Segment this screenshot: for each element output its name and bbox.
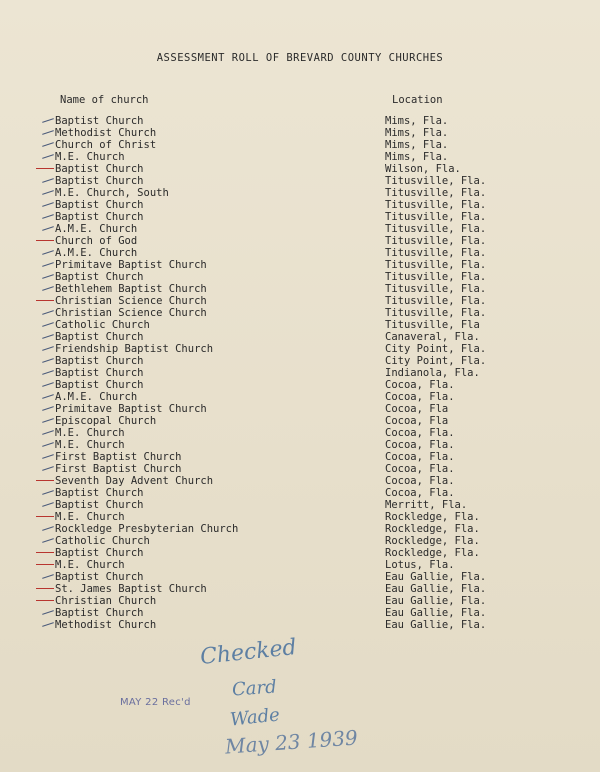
table-row — [0, 127, 600, 139]
check-mark-icon — [38, 187, 56, 199]
table-row — [0, 619, 600, 631]
table-row — [0, 535, 600, 547]
check-mark-icon — [38, 499, 56, 511]
church-name: M.E. Church — [55, 559, 125, 571]
check-mark-icon — [38, 427, 56, 439]
church-location: Eau Gallie, Fla. — [385, 595, 487, 607]
church-location: Titusville, Fla. — [385, 283, 487, 295]
church-name: M.E. Church — [55, 439, 125, 451]
table-row — [0, 199, 600, 211]
church-name: Baptist Church — [55, 571, 144, 583]
church-location: Titusville, Fla. — [385, 199, 487, 211]
red-tick-mark — [38, 547, 56, 559]
table-row — [0, 343, 600, 355]
table-row — [0, 163, 600, 175]
red-tick-mark — [38, 595, 56, 607]
red-tick-mark — [38, 163, 56, 175]
check-mark-icon — [38, 175, 56, 187]
check-mark-icon — [38, 535, 56, 547]
church-location: Canaveral, Fla. — [385, 331, 480, 343]
church-location: City Point, Fla. — [385, 355, 487, 367]
church-name: Catholic Church — [55, 535, 150, 547]
church-name: Friendship Baptist Church — [55, 343, 214, 355]
table-row — [0, 355, 600, 367]
table-row — [0, 187, 600, 199]
check-mark-icon — [38, 523, 56, 535]
church-name: First Baptist Church — [55, 451, 182, 463]
church-location: Cocoa, Fla. — [385, 427, 455, 439]
church-name: Baptist Church — [55, 367, 144, 379]
church-location: Cocoa, Fla. — [385, 379, 455, 391]
church-location: Mims, Fla. — [385, 151, 449, 163]
church-name: Rockledge Presbyterian Church — [55, 523, 239, 535]
check-mark-icon — [38, 343, 56, 355]
table-row — [0, 427, 600, 439]
church-location: Cocoa, Fla — [385, 415, 449, 427]
check-mark-icon — [38, 115, 56, 127]
table-row — [0, 463, 600, 475]
church-name: Christian Church — [55, 595, 157, 607]
church-name: Bethlehem Baptist Church — [55, 283, 207, 295]
church-location: Wilson, Fla. — [385, 163, 461, 175]
check-mark-icon — [38, 367, 56, 379]
church-location: Titusville, Fla. — [385, 271, 487, 283]
table-row — [0, 367, 600, 379]
church-location: Titusville, Fla. — [385, 175, 487, 187]
church-location: Eau Gallie, Fla. — [385, 571, 487, 583]
check-mark-icon — [38, 607, 56, 619]
check-mark-icon — [38, 127, 56, 139]
check-mark-icon — [38, 403, 56, 415]
church-name: Baptist Church — [55, 379, 144, 391]
table-row — [0, 451, 600, 463]
church-location: Lotus, Fla. — [385, 559, 455, 571]
received-stamp: MAY 22 Rec'd — [120, 697, 191, 708]
church-location: Cocoa, Fla — [385, 403, 449, 415]
check-mark-icon — [38, 619, 56, 631]
church-list — [0, 115, 600, 631]
red-tick-mark — [38, 475, 56, 487]
church-name: Baptist Church — [55, 271, 144, 283]
church-name: Baptist Church — [55, 499, 144, 511]
church-location: Titusville, Fla. — [385, 307, 487, 319]
check-mark-icon — [38, 571, 56, 583]
church-name: A.M.E. Church — [55, 391, 138, 403]
church-name: Catholic Church — [55, 319, 150, 331]
church-name: Baptist Church — [55, 331, 144, 343]
church-location: Cocoa, Fla. — [385, 451, 455, 463]
church-location: Indianola, Fla. — [385, 367, 480, 379]
church-location: Titusville, Fla. — [385, 187, 487, 199]
table-row — [0, 235, 600, 247]
church-name: M.E. Church, South — [55, 187, 169, 199]
church-name: Christian Science Church — [55, 307, 207, 319]
church-location: Cocoa, Fla. — [385, 463, 455, 475]
check-mark-icon — [38, 307, 56, 319]
church-name: Primitave Baptist Church — [55, 259, 207, 271]
table-row — [0, 595, 600, 607]
church-name: Baptist Church — [55, 163, 144, 175]
red-tick-mark — [38, 583, 56, 595]
column-header-location: Location — [392, 94, 443, 106]
check-mark-icon — [38, 319, 56, 331]
church-location: Titusville, Fla. — [385, 247, 487, 259]
check-mark-icon — [38, 199, 56, 211]
church-location: Cocoa, Fla. — [385, 475, 455, 487]
table-row — [0, 331, 600, 343]
church-name: Baptist Church — [55, 355, 144, 367]
table-row — [0, 283, 600, 295]
church-location: Eau Gallie, Fla. — [385, 583, 487, 595]
table-row — [0, 271, 600, 283]
church-location: Titusville, Fla. — [385, 259, 487, 271]
column-header-name: Name of church — [60, 94, 149, 106]
table-row — [0, 319, 600, 331]
church-name: Episcopal Church — [55, 415, 157, 427]
check-mark-icon — [38, 139, 56, 151]
church-name: A.M.E. Church — [55, 247, 138, 259]
table-row — [0, 307, 600, 319]
handwritten-note: Wade — [229, 704, 281, 731]
check-mark-icon — [38, 211, 56, 223]
church-name: First Baptist Church — [55, 463, 182, 475]
check-mark-icon — [38, 415, 56, 427]
church-location: Titusville, Fla. — [385, 211, 487, 223]
church-location: Cocoa, Fla. — [385, 391, 455, 403]
check-mark-icon — [38, 451, 56, 463]
church-location: Titusville, Fla — [385, 319, 480, 331]
table-row — [0, 511, 600, 523]
church-location: Mims, Fla. — [385, 127, 449, 139]
document-title: ASSESSMENT ROLL OF BREVARD COUNTY CHURCHES — [156, 52, 444, 64]
table-row — [0, 139, 600, 151]
church-location: Eau Gallie, Fla. — [385, 619, 487, 631]
red-tick-mark — [38, 295, 56, 307]
check-mark-icon — [38, 271, 56, 283]
table-row — [0, 499, 600, 511]
church-location: City Point, Fla. — [385, 343, 487, 355]
church-location: Mims, Fla. — [385, 139, 449, 151]
church-name: M.E. Church — [55, 511, 125, 523]
table-row — [0, 583, 600, 595]
check-mark-icon — [38, 379, 56, 391]
table-row — [0, 295, 600, 307]
church-name: Baptist Church — [55, 175, 144, 187]
church-name: Baptist Church — [55, 211, 144, 223]
church-name: Methodist Church — [55, 619, 157, 631]
check-mark-icon — [38, 151, 56, 163]
table-row — [0, 115, 600, 127]
check-mark-icon — [38, 259, 56, 271]
church-location: Cocoa, Fla. — [385, 487, 455, 499]
church-location: Rockledge, Fla. — [385, 523, 480, 535]
church-name: M.E. Church — [55, 151, 125, 163]
check-mark-icon — [38, 463, 56, 475]
table-row — [0, 391, 600, 403]
check-mark-icon — [38, 391, 56, 403]
table-row — [0, 175, 600, 187]
check-mark-icon — [38, 355, 56, 367]
church-location: Rockledge, Fla. — [385, 535, 480, 547]
table-row — [0, 439, 600, 451]
table-row — [0, 487, 600, 499]
church-name: Primitave Baptist Church — [55, 403, 207, 415]
check-mark-icon — [38, 439, 56, 451]
church-name: A.M.E. Church — [55, 223, 138, 235]
church-location: Merritt, Fla. — [385, 499, 468, 511]
table-row — [0, 247, 600, 259]
church-location: Titusville, Fla. — [385, 235, 487, 247]
church-location: Titusville, Fla. — [385, 295, 487, 307]
table-row — [0, 547, 600, 559]
church-location: Titusville, Fla. — [385, 223, 487, 235]
table-row — [0, 523, 600, 535]
table-row — [0, 607, 600, 619]
check-mark-icon — [38, 283, 56, 295]
table-row — [0, 151, 600, 163]
church-name: M.E. Church — [55, 427, 125, 439]
church-name: Methodist Church — [55, 127, 157, 139]
table-row — [0, 475, 600, 487]
red-tick-mark — [38, 235, 56, 247]
red-tick-mark — [38, 511, 56, 523]
church-location: Rockledge, Fla. — [385, 547, 480, 559]
check-mark-icon — [38, 487, 56, 499]
check-mark-icon — [38, 223, 56, 235]
church-name: Baptist Church — [55, 607, 144, 619]
church-name: Church of God — [55, 235, 138, 247]
church-name: Church of Christ — [55, 139, 157, 151]
church-location: Cocoa, Fla. — [385, 439, 455, 451]
table-row — [0, 211, 600, 223]
church-name: Baptist Church — [55, 199, 144, 211]
table-row — [0, 415, 600, 427]
church-location: Eau Gallie, Fla. — [385, 607, 487, 619]
handwritten-note: Checked — [198, 635, 298, 670]
check-mark-icon — [38, 331, 56, 343]
table-row — [0, 403, 600, 415]
table-row — [0, 559, 600, 571]
table-row — [0, 259, 600, 271]
church-name: Christian Science Church — [55, 295, 207, 307]
church-location: Rockledge, Fla. — [385, 511, 480, 523]
handwritten-note: Card — [231, 676, 278, 701]
table-row — [0, 223, 600, 235]
church-name: Baptist Church — [55, 547, 144, 559]
table-row — [0, 571, 600, 583]
handwritten-date: May 23 1939 — [224, 725, 359, 759]
church-name: Baptist Church — [55, 487, 144, 499]
church-name: St. James Baptist Church — [55, 583, 207, 595]
church-name: Baptist Church — [55, 115, 144, 127]
red-tick-mark — [38, 559, 56, 571]
church-name: Seventh Day Advent Church — [55, 475, 214, 487]
check-mark-icon — [38, 247, 56, 259]
church-location: Mims, Fla. — [385, 115, 449, 127]
table-row — [0, 379, 600, 391]
